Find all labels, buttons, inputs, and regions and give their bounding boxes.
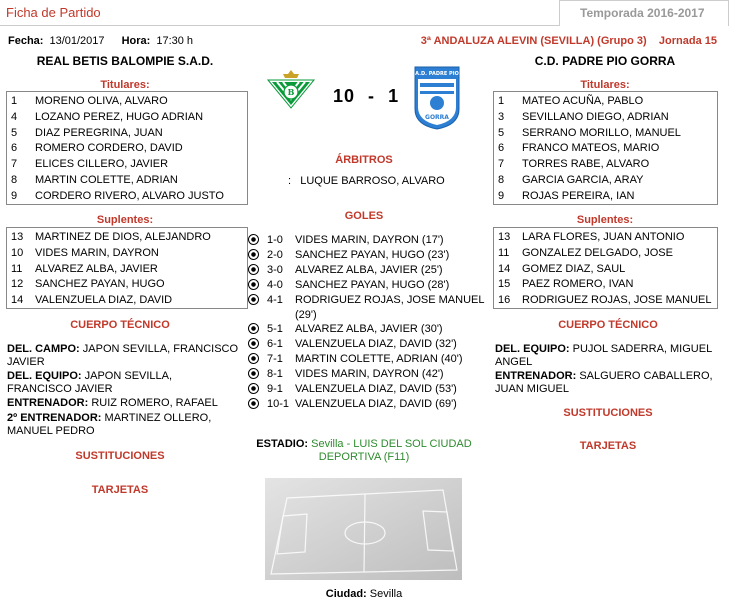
list-item: 12 SANCHEZ PAYAN, HUGO bbox=[11, 278, 165, 291]
away-suplentes-label: Suplentes: bbox=[576, 214, 634, 226]
home-tarjetas-label: TARJETAS bbox=[91, 484, 149, 496]
football-icon bbox=[248, 383, 259, 394]
football-field-image bbox=[265, 478, 462, 580]
goal-row: 3-0 ALVAREZ ALBA, JAVIER (25') bbox=[248, 263, 488, 278]
home-titulares-label: Titulares: bbox=[100, 79, 150, 91]
football-icon bbox=[248, 279, 259, 290]
competition-name: 3ª ANDALUZA ALEVIN (SEVILLA) (Grupo 3) bbox=[420, 35, 647, 47]
list-item: 8 MARTIN COLETTE, ADRIAN bbox=[11, 173, 178, 186]
goal-row: 4-1 RODRIGUEZ ROJAS, JOSE MANUEL (29') bbox=[248, 293, 488, 322]
list-item: 1 MORENO OLIVA, ALVARO bbox=[11, 95, 168, 107]
home-staff-1: DEL. CAMPO: JAPON SEVILLA, FRANCISCO JAVIER bbox=[7, 343, 239, 368]
list-item: 7 ELICES CILLERO, JAVIER bbox=[11, 158, 169, 171]
home-staff-2: DEL. EQUIPO: JAPON SEVILLA, FRANCISCO JAVIER bbox=[7, 370, 173, 395]
scoreline bbox=[333, 86, 399, 107]
home-sustituciones-label: SUSTITUCIONES bbox=[75, 450, 165, 462]
list-item: 8 GARCIA GARCIA, ARAY bbox=[498, 173, 644, 186]
away-cuerpo-label: CUERPO TÉCNICO bbox=[558, 319, 658, 331]
list-item: 9 CORDERO RIVERO, ALVARO JUSTO bbox=[11, 189, 224, 202]
list-item: 5 SERRANO MORILLO, MANUEL bbox=[498, 126, 681, 139]
goal-row: 10-1 VALENZUELA DIAZ, DAVID (69') bbox=[248, 397, 488, 412]
away-suplentes-list bbox=[493, 227, 718, 309]
goal-row: 9-1 VALENZUELA DIAZ, DAVID (53') bbox=[248, 382, 488, 397]
goal-row: 7-1 MARTIN COLETTE, ADRIAN (40') bbox=[248, 352, 488, 367]
header-bar bbox=[0, 0, 729, 26]
crest-top-text: A.D. PADRE PIO bbox=[415, 71, 459, 77]
match-datetime bbox=[8, 35, 193, 47]
list-item: 1 MATEO ACUÑA, PABLO bbox=[498, 95, 644, 107]
goal-row: 2-0 SANCHEZ PAYAN, HUGO (23') bbox=[248, 248, 488, 263]
home-suplentes-label: Suplentes: bbox=[96, 214, 154, 226]
goal-row: 8-1 VIDES MARIN, DAYRON (42') bbox=[248, 367, 488, 382]
betis-crest-icon bbox=[266, 68, 316, 116]
list-item: 13 LARA FLORES, JUAN ANTONIO bbox=[498, 231, 685, 243]
city-info bbox=[250, 588, 478, 600]
ciudad-label: Ciudad: bbox=[325, 588, 367, 600]
away-titulares-list bbox=[493, 91, 718, 205]
season-tab[interactable]: Temporada 2016-2017 bbox=[559, 0, 729, 26]
home-team-name: REAL BETIS BALOMPIE S.A.D. bbox=[36, 54, 214, 68]
fecha-label: Fecha: bbox=[8, 35, 44, 47]
list-item: 16 RODRIGUEZ ROJAS, JOSE MANUEL bbox=[498, 294, 712, 307]
list-item: 9 ROJAS PEREIRA, IAN bbox=[498, 189, 635, 202]
list-item: 15 PAEZ ROMERO, IVAN bbox=[498, 278, 634, 291]
goal-row: 6-1 VALENZUELA DIAZ, DAVID (32') bbox=[248, 337, 488, 352]
list-item: 5 DIAZ PEREGRINA, JUAN bbox=[11, 126, 163, 139]
home-cuerpo-label: CUERPO TÉCNICO bbox=[70, 319, 170, 331]
list-item: 11 ALVAREZ ALBA, JAVIER bbox=[11, 262, 158, 275]
home-staff-4: 2º ENTRENADOR: MARTINEZ OLLERO, MANUEL PEDRO bbox=[7, 412, 212, 437]
football-icon bbox=[248, 264, 259, 275]
football-icon bbox=[248, 249, 259, 260]
football-icon bbox=[248, 338, 259, 349]
score-dash: - bbox=[368, 86, 376, 106]
referee: : LUQUE BARROSO, ALVARO bbox=[288, 175, 445, 187]
list-item: 6 FRANCO MATEOS, MARIO bbox=[498, 142, 660, 155]
goal-row: 1-0 VIDES MARIN, DAYRON (17') bbox=[248, 233, 488, 248]
home-titulares-list bbox=[6, 91, 248, 205]
home-score: 10 bbox=[333, 86, 356, 106]
goles-label: GOLES bbox=[344, 210, 384, 222]
away-titulares-label: Titulares: bbox=[580, 79, 630, 91]
padre-pio-crest-icon bbox=[412, 65, 462, 131]
jornada: Jornada 15 bbox=[658, 35, 717, 47]
football-icon bbox=[248, 323, 259, 334]
goal-list bbox=[248, 233, 488, 412]
stadium-info bbox=[250, 438, 478, 464]
goal-row: 4-0 SANCHEZ PAYAN, HUGO (28') bbox=[248, 278, 488, 293]
arbitros-label: ÁRBITROS bbox=[335, 154, 393, 166]
crest-bottom-text: GORRA bbox=[425, 114, 449, 121]
hora-value: 17:30 h bbox=[156, 35, 194, 47]
football-icon bbox=[248, 294, 259, 305]
football-icon bbox=[248, 234, 259, 245]
football-icon bbox=[248, 398, 259, 409]
away-score: 1 bbox=[388, 86, 400, 106]
home-staff-3: ENTRENADOR: RUIZ ROMERO, RAFAEL bbox=[7, 397, 218, 409]
list-item: 4 LOZANO PEREZ, HUGO ADRIAN bbox=[11, 110, 204, 123]
away-staff-1: DEL. EQUIPO: PUJOL SADERRA, MIGUEL ANGEL bbox=[495, 343, 712, 368]
away-staff-2: ENTRENADOR: SALGUERO CABALLERO, JUAN MIGUEL bbox=[495, 370, 713, 395]
svg-text:B: B bbox=[287, 87, 295, 97]
list-item: 14 VALENZUELA DIAZ, DAVID bbox=[11, 294, 173, 307]
competition-info bbox=[421, 35, 717, 47]
ciudad-value: Sevilla bbox=[369, 588, 403, 600]
list-item: 11 GONZALEZ DELGADO, JOSE bbox=[498, 246, 673, 259]
away-team-name: C.D. PADRE PIO GORRA bbox=[534, 54, 676, 68]
football-icon bbox=[248, 353, 259, 364]
list-item: 7 TORRES RABE, ALVARO bbox=[498, 158, 650, 171]
fecha-value: 13/01/2017 bbox=[49, 35, 105, 47]
list-item: 14 GOMEZ DIAZ, SAUL bbox=[498, 262, 626, 275]
estadio-value[interactable]: Sevilla - LUIS DEL SOL CIUDAD DEPORTIVA (F11) bbox=[311, 438, 472, 463]
list-item: 10 VIDES MARIN, DAYRON bbox=[11, 246, 159, 259]
away-tarjetas-label: TARJETAS bbox=[579, 440, 637, 452]
list-item: 13 MARTINEZ DE DIOS, ALEJANDRO bbox=[11, 231, 211, 243]
football-icon bbox=[248, 368, 259, 379]
home-suplentes-list bbox=[6, 227, 248, 309]
list-item: 6 ROMERO CORDERO, DAVID bbox=[11, 142, 183, 155]
goal-row: 5-1 ALVAREZ ALBA, JAVIER (30') bbox=[248, 322, 488, 337]
estadio-label: ESTADIO: bbox=[256, 438, 309, 450]
away-sustituciones-label: SUSTITUCIONES bbox=[563, 407, 653, 419]
page-title: Ficha de Partido bbox=[6, 5, 101, 20]
list-item: 3 SEVILLANO DIEGO, ADRIAN bbox=[498, 110, 669, 123]
hora-label: Hora: bbox=[121, 35, 151, 47]
